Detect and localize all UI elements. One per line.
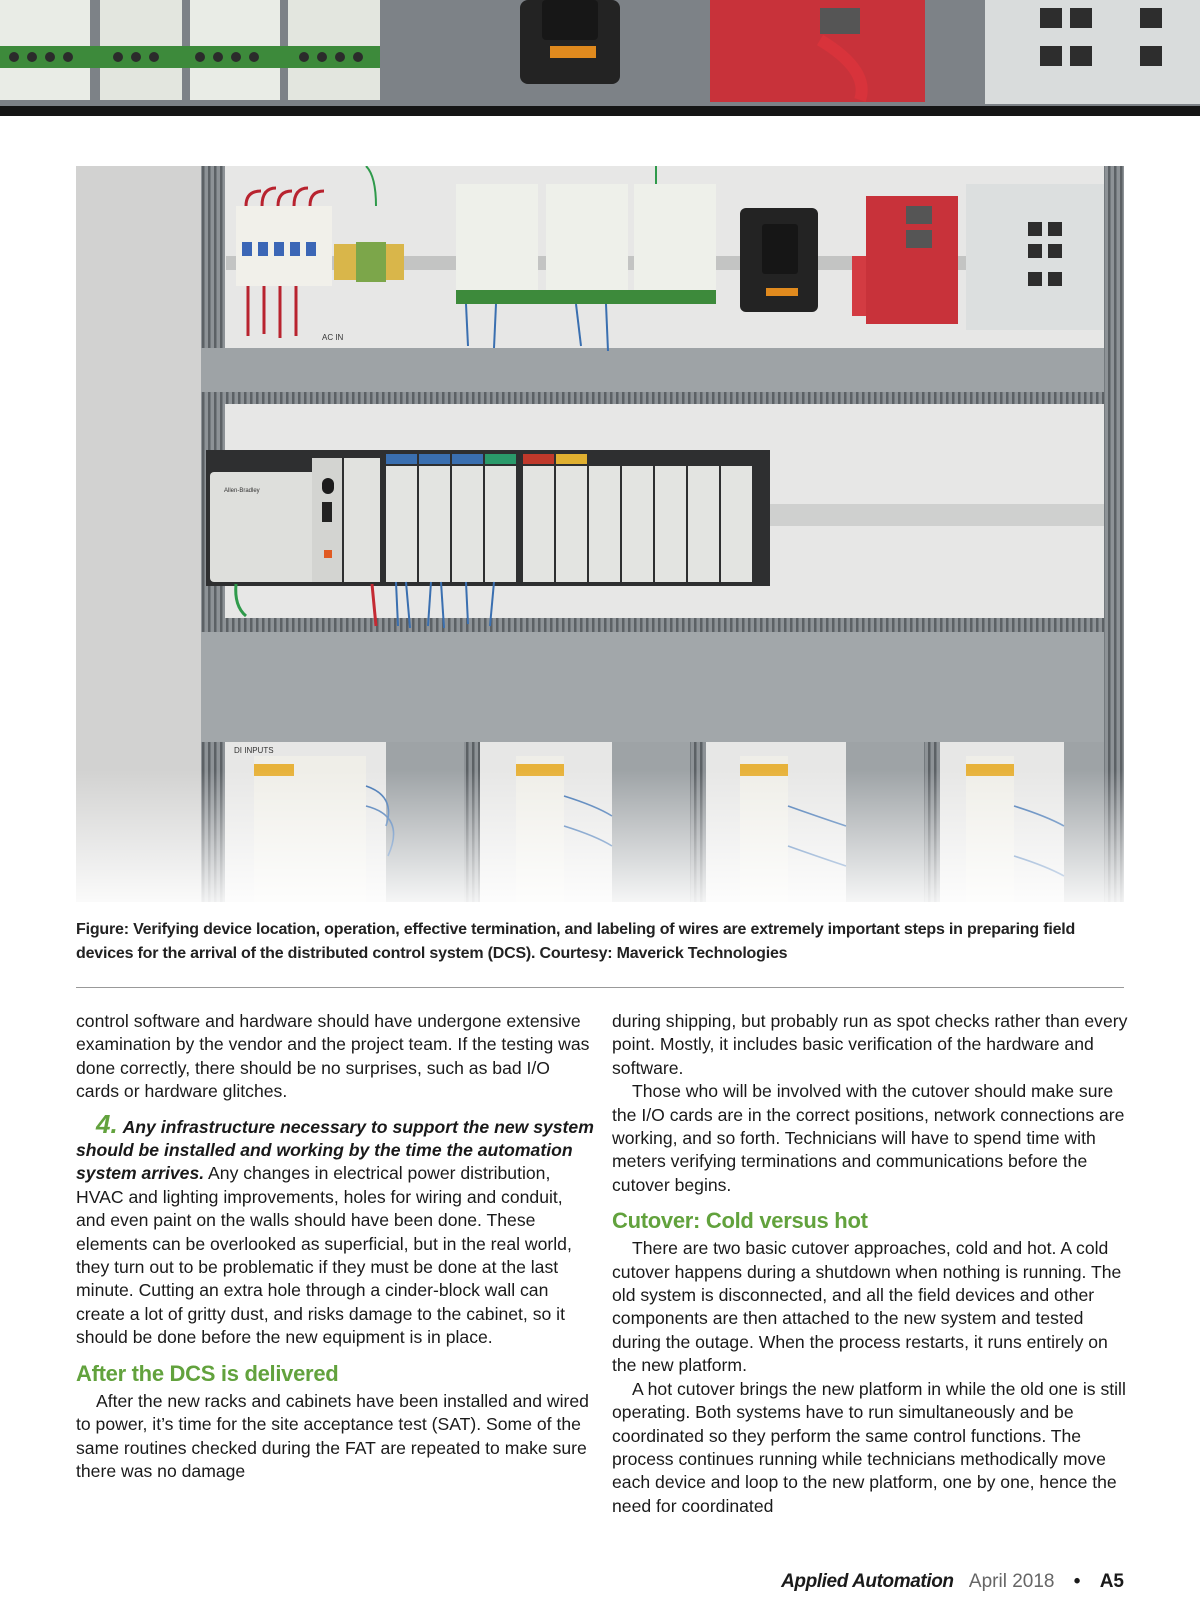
right-paragraph-2: Those who will be involved with the cutover should make sure the I/O cards are in the correct positions, network connections are working, and so forth. Technicians will have to spend time with meters verifying terminations and communications before the cutover begins. <box>612 1081 1125 1195</box>
publication-name: Applied Automation <box>781 1571 954 1592</box>
item-4-paragraph <box>76 1108 596 1350</box>
item-4-number: 4. <box>96 1108 118 1139</box>
left-paragraph-2: After the new racks and cabinets have been installed and wired to power, it’s time for the site acceptance test (SAT). Some of the same routines checked during the FAT are repeated to make sure there was no damage <box>76 1390 589 1481</box>
top-photo-strip-graphic <box>0 0 1200 116</box>
right-column <box>612 1010 1132 1518</box>
section-heading-after-dcs: After the DCS is delivered <box>76 1360 339 1386</box>
left-paragraph-1: control software and hardware should have undergone extensive examination by the vendor and the project team. If the testing was done correctly, there should be no surprises, such as bad I/O cards or hardware glitches. <box>76 1011 590 1102</box>
right-paragraph-4: A hot cutover brings the new platform in while the old one is still operating. Both systems have to run simultaneously and be coordinated so they perform the same control functions. The process continues running while technicians methodically move each device and loop to the new platform, one by one, hence the need for coordinated <box>612 1378 1126 1516</box>
cabinet-photo <box>76 166 1124 902</box>
cabinet-photo-graphic <box>76 166 1124 902</box>
right-paragraph-1: during shipping, but probably run as spot checks rather than every point. Mostly, it includes basic verification of the hardware and software. <box>612 1011 1128 1078</box>
caption-divider <box>76 987 1124 988</box>
top-photo-strip <box>0 0 1200 116</box>
issue-date: April 2018 <box>968 1571 1055 1592</box>
item-4-body: Any changes in electrical power distribution, HVAC and lighting improvements, holes for wiring and conduit, and even paint on the walls should have been done. These elements can be overlooked as superficial, but in the real world, they turn out to be problematic if they must be done at the last minute. Cutting an extra hole through a cinder-block wall can create a lot of gritty dust, and risks damage to the cabinet, so it should be done before the new equipment is in place. <box>76 1163 572 1348</box>
page-number: A5 <box>1099 1571 1124 1592</box>
right-paragraph-3: There are two basic cutover approaches, cold and hot. A cold cutover happens during a shutdown when nothing is running. The old system is disconnected, and all the field devices and other components are then attached to the new system and tested during the outage. When the process restarts, it runs entirely on the new platform. <box>612 1238 1122 1376</box>
figure-caption: Figure: Verifying device location, operation, effective termination, and labeling of wires are extremely important steps in preparing field devices for the arrival of the distributed control system (DCS). Courtesy: Maverick Technologies <box>76 921 1076 962</box>
section-heading-cutover: Cutover: Cold versus hot <box>612 1208 868 1234</box>
item-4-lead: Any infrastructure necessary to support the new system should be installed and working by the time the automation system arrives. <box>76 1116 594 1184</box>
footer-separator: • <box>1073 1571 1081 1592</box>
left-column <box>76 1010 596 1483</box>
page-footer <box>781 1570 1124 1594</box>
